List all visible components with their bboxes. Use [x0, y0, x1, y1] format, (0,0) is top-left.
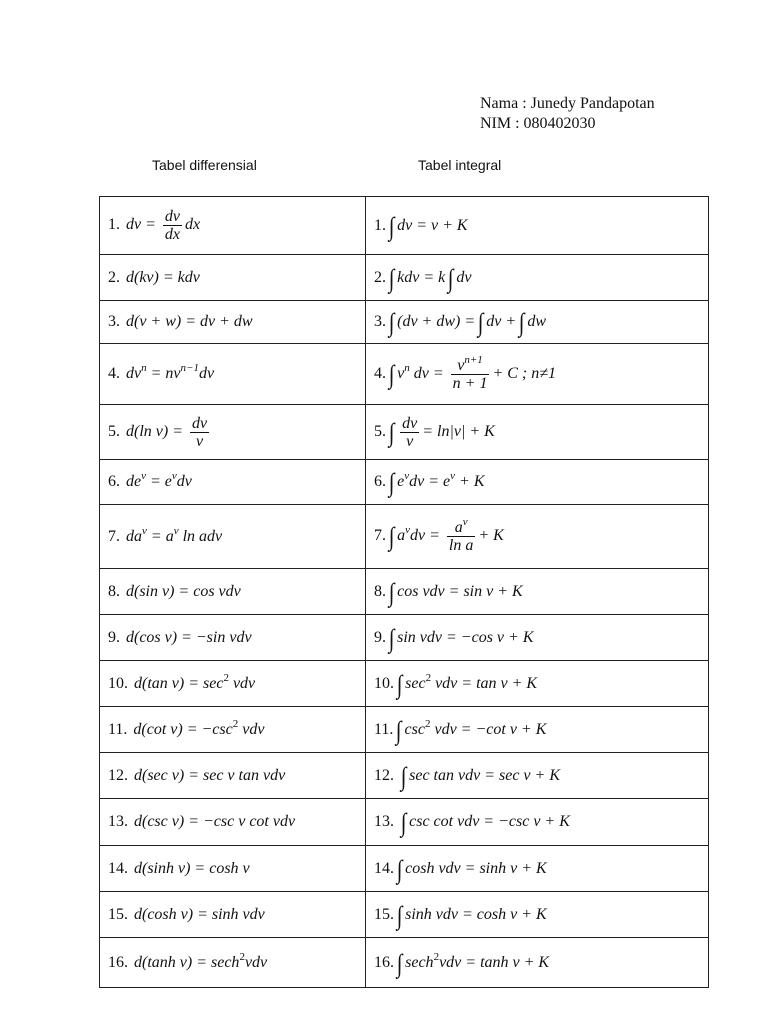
differential-formula [100, 938, 366, 988]
formula-number: 13. [374, 813, 394, 830]
exponent: v [141, 470, 146, 482]
fraction [447, 516, 475, 554]
integral-sign-icon: ∫ [388, 211, 395, 241]
exponent: 2 [424, 717, 431, 730]
formula-part: v [397, 364, 405, 382]
differential-formula [100, 301, 366, 344]
formula-part: = a [146, 527, 174, 545]
integral-sign-icon: ∫ [396, 854, 403, 884]
formula-number: 14. [108, 859, 128, 877]
formula-part: vdv [244, 953, 268, 971]
fraction-numerator: dv [402, 414, 418, 432]
formula-number: 4. [374, 364, 386, 382]
formula-number: 16. [374, 953, 394, 971]
integral-sign-icon: ∫ [400, 808, 407, 837]
fraction-denominator: v [400, 432, 419, 450]
formula-number: 15. [374, 905, 394, 923]
formula-number: 14. [374, 859, 394, 877]
differential-formula [100, 799, 366, 846]
formula-part: dv = e [409, 473, 451, 490]
formula-part: dv [456, 268, 472, 286]
formula-part: da [126, 527, 142, 545]
integral-sign-icon: ∫ [518, 308, 525, 337]
formula-part: vdv [238, 720, 265, 738]
formula-number: 3. [108, 313, 120, 330]
formula-number: 8. [108, 582, 120, 600]
table-row [100, 344, 709, 405]
formula-part: cosh vdv = sinh v + K [405, 859, 547, 877]
table-row [100, 405, 709, 460]
fraction-denominator: v [190, 432, 209, 450]
exponent: v [450, 470, 456, 482]
formula-table [99, 196, 709, 988]
differential-formula [100, 197, 366, 255]
formula-part: sec tan vdv = sec v + K [409, 766, 560, 784]
table-row [100, 661, 709, 707]
formula-part: ln adv [178, 527, 223, 545]
formula-part: d(sinh v) = cosh v [134, 859, 250, 877]
formula-number: 16. [108, 953, 128, 971]
formula-number: 8. [374, 582, 386, 600]
formula-number: 6. [108, 473, 120, 490]
formula-part: sin vdv = −cos v + K [397, 628, 534, 646]
formula-number: 6. [374, 473, 386, 490]
formula-part: d(cos v) = −sin vdv [126, 628, 252, 646]
fraction [163, 208, 182, 243]
table-row [100, 938, 709, 988]
formula-part: d(kv) = kdv [126, 268, 200, 286]
table-row [100, 301, 709, 344]
integral-formula [366, 460, 709, 505]
formula-part: dv = v + K [397, 216, 468, 234]
formula-part: dv [126, 365, 142, 382]
formula-part: de [126, 473, 142, 490]
formula-part: sech [405, 953, 434, 971]
table-row [100, 197, 709, 255]
formula-part: d(cosh v) = sinh vdv [134, 905, 265, 923]
integral-sign-icon: ∫ [388, 468, 395, 497]
formula-part: d(sin v) = cos vdv [126, 582, 241, 600]
formula-part: vdv = −cot v + K [430, 720, 547, 738]
integral-sign-icon: ∫ [400, 761, 407, 791]
integral-formula [366, 707, 709, 753]
table-row [100, 753, 709, 799]
formula-number: 13. [108, 813, 128, 830]
fraction-numerator: dv [192, 414, 208, 432]
exponent: v [405, 524, 411, 537]
integral-sign-icon: ∫ [396, 669, 403, 699]
integral-sign-icon: ∫ [396, 715, 402, 745]
integral-formula [366, 505, 709, 569]
formula-number: 2. [374, 268, 386, 286]
formula-number: 5. [108, 422, 120, 440]
exponent: v [142, 524, 147, 537]
exponent: n−1 [180, 362, 199, 374]
formula-part: dv [176, 473, 192, 490]
formula-part: = e [146, 473, 172, 490]
formula-part: + K [478, 527, 504, 545]
differential-formula [100, 661, 366, 707]
fraction-denominator: ln a [448, 537, 474, 554]
integral-formula [366, 846, 709, 892]
formula-part: (dv + dw) = [397, 313, 476, 330]
fraction-numerator: v [457, 356, 465, 374]
exponent: v [171, 470, 177, 482]
formula-part: d(tanh v) = sech [134, 953, 240, 971]
integral-sign-icon: ∫ [388, 417, 395, 447]
formula-number: 2. [108, 268, 120, 286]
formula-part: + C ; n≠1 [492, 364, 557, 382]
formula-number: 9. [108, 628, 120, 646]
fraction [451, 353, 490, 392]
formula-part: sinh vdv = cosh v + K [405, 905, 547, 923]
differential-formula [100, 707, 366, 753]
table-row [100, 892, 709, 938]
formula-part: d(sec v) = sec v tan vdv [134, 766, 286, 784]
differential-formula [100, 569, 366, 615]
fraction-numerator: a [454, 519, 463, 536]
integral-sign-icon: ∫ [477, 308, 484, 337]
exponent: 2 [223, 671, 229, 684]
integral-formula [366, 938, 709, 988]
differential-table-title: Tabel differensial [152, 157, 257, 173]
differential-formula [100, 405, 366, 460]
formula-part: d(tan v) = sec [134, 674, 224, 692]
integral-formula [366, 405, 709, 460]
integral-formula [366, 197, 709, 255]
fraction [190, 415, 209, 450]
formula-part: vdv [228, 674, 256, 692]
exponent: v [173, 524, 179, 537]
integral-formula [366, 892, 709, 938]
formula-part: e [397, 473, 405, 490]
formula-part: dw [527, 313, 546, 330]
formula-number: 7. [108, 527, 120, 545]
formula-number: 5. [374, 422, 386, 440]
integral-formula [366, 255, 709, 301]
formula-part: = nv [146, 365, 181, 382]
formula-number: 1. [374, 216, 386, 234]
formula-number: 11. [108, 720, 128, 738]
exponent: v [404, 470, 410, 482]
table-row [100, 707, 709, 753]
differential-formula [100, 505, 366, 569]
formula-number: 1. [108, 216, 120, 234]
formula-part: csc cot vdv = −csc v + K [409, 813, 570, 830]
differential-formula [100, 460, 366, 505]
integral-sign-icon: ∫ [447, 263, 454, 293]
integral-sign-icon: ∫ [388, 623, 395, 653]
formula-number: 12. [374, 766, 394, 784]
differential-formula [100, 255, 366, 301]
formula-number: 12. [108, 766, 128, 784]
formula-number: 3. [374, 313, 386, 330]
integral-formula [366, 569, 709, 615]
exponent: 2 [239, 950, 245, 963]
fraction-denominator: n + 1 [452, 374, 488, 392]
formula-part: vdv = tanh v + K [439, 953, 550, 971]
integral-formula [366, 753, 709, 799]
integral-sign-icon: ∫ [388, 577, 395, 607]
formula-number: 10. [108, 674, 128, 692]
integral-sign-icon: ∫ [396, 948, 403, 978]
differential-formula [100, 892, 366, 938]
table-row [100, 505, 709, 569]
exponent: 2 [425, 671, 432, 684]
formula-part: dv + [486, 313, 517, 330]
fraction [400, 415, 419, 450]
formula-part: d(ln v) = [126, 422, 183, 440]
fraction-denominator: dx [164, 226, 181, 243]
formula-part: = ln|v| + K [422, 422, 495, 440]
student-nim: NIM : 080402030 [480, 115, 596, 132]
exponent: n [404, 361, 410, 374]
table-row [100, 799, 709, 846]
table-row [100, 846, 709, 892]
formula-number: 15. [108, 905, 128, 923]
integral-table-title: Tabel integral [418, 157, 502, 173]
integral-sign-icon: ∫ [388, 522, 395, 552]
integral-sign-icon: ∫ [388, 359, 395, 389]
formula-part: dv = [410, 527, 440, 545]
exponent: 2 [232, 717, 239, 730]
integral-sign-icon: ∫ [388, 263, 395, 293]
formula-number: 9. [374, 628, 386, 646]
formula-number: 10. [374, 674, 394, 692]
exponent: n [141, 362, 147, 374]
formula-part: d(cot v) = −csc [133, 720, 233, 738]
formula-part: dv = [409, 364, 444, 382]
exponent: v [462, 516, 468, 528]
student-name: Nama : Junedy Pandapotan [480, 95, 655, 112]
formula-part: vdv = tan v + K [431, 674, 538, 692]
integral-formula [366, 661, 709, 707]
formula-part: a [397, 527, 406, 545]
formula-number: 11. [374, 720, 394, 738]
differential-formula [100, 753, 366, 799]
formula-part: + K [455, 473, 485, 490]
table-row [100, 569, 709, 615]
formula-number: 7. [374, 527, 386, 545]
differential-formula [100, 615, 366, 661]
formula-part: kdv = k [397, 268, 446, 286]
integral-formula [366, 615, 709, 661]
exponent: n+1 [464, 353, 483, 366]
formula-part: dv = [126, 216, 156, 234]
formula-part: sec [405, 674, 426, 692]
integral-sign-icon: ∫ [396, 900, 403, 930]
student-info [480, 94, 655, 134]
formula-part: dx [185, 216, 201, 234]
table-row [100, 615, 709, 661]
formula-number: 4. [108, 365, 120, 382]
integral-formula [366, 799, 709, 846]
differential-formula [100, 344, 366, 405]
differential-formula [100, 846, 366, 892]
integral-sign-icon: ∫ [388, 308, 395, 337]
fraction-numerator: dv [164, 208, 181, 225]
table-row [100, 460, 709, 505]
formula-part: csc [404, 720, 425, 738]
formula-part: d(v + w) = dv + dw [126, 313, 253, 330]
integral-formula [366, 344, 709, 405]
formula-part: cos vdv = sin v + K [397, 582, 523, 600]
exponent: 2 [433, 950, 440, 963]
formula-part: dv [198, 365, 215, 382]
formula-part: d(csc v) = −csc v cot vdv [134, 813, 296, 830]
integral-formula [366, 301, 709, 344]
table-row [100, 255, 709, 301]
